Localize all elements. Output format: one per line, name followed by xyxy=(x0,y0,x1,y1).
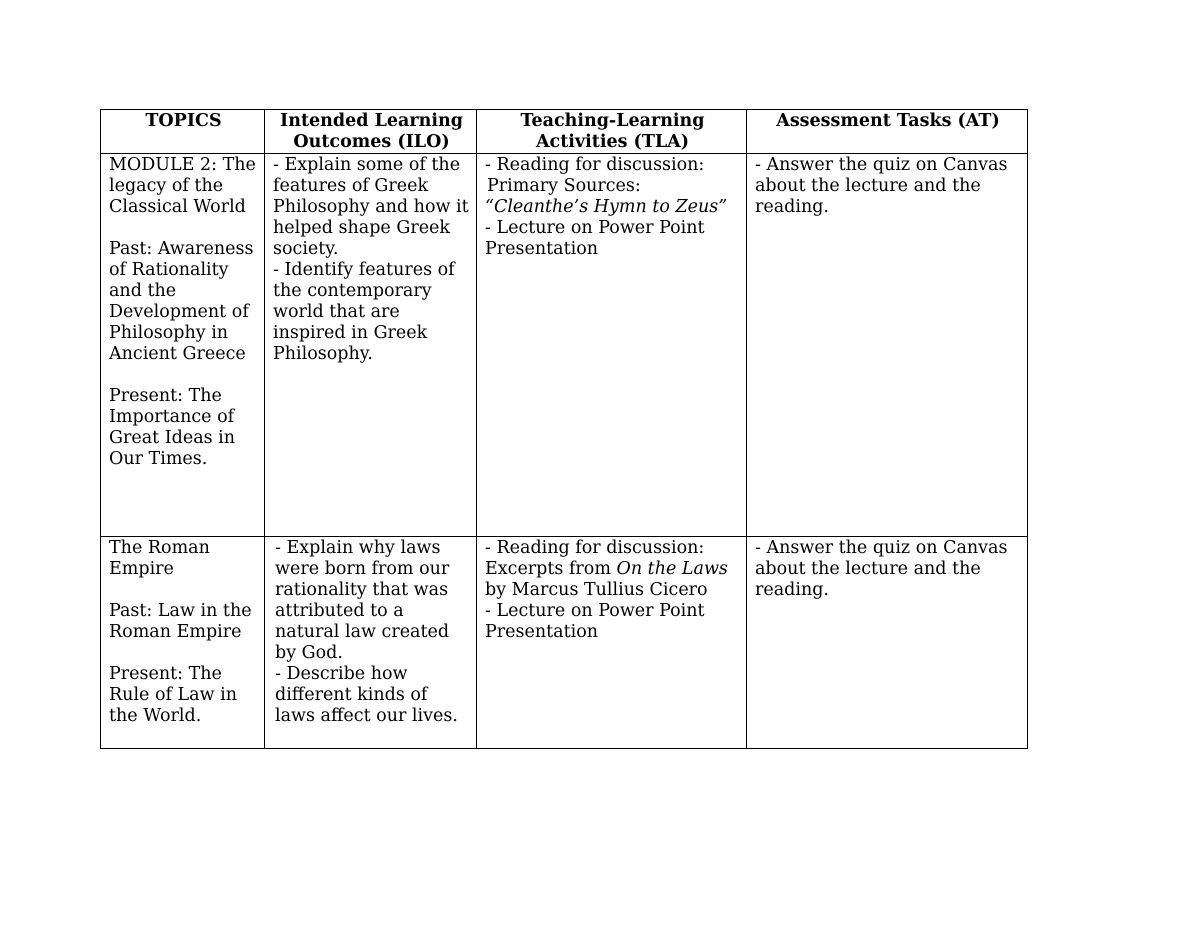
syllabus-table xyxy=(100,109,1028,749)
ilo-item: - Identify features of the contemporary world that are inspired in Greek Philosophy. xyxy=(273,260,455,364)
table-row xyxy=(101,537,1028,749)
tla-source-title: On the Laws xyxy=(616,559,728,579)
header-at: Assessment Tasks (AT) xyxy=(747,110,1028,154)
table-row xyxy=(101,154,1028,537)
ilo-cell xyxy=(265,154,477,537)
ilo-item: - Describe how different kinds of laws affect our lives. xyxy=(275,664,458,726)
topics-cell xyxy=(101,537,265,749)
tla-excerpt-suffix: by Marcus Tullius Cicero xyxy=(485,580,708,600)
tla-lecture: - Lecture on Power Point Presentation xyxy=(485,601,705,642)
tla-reading-label: - Reading for discussion: xyxy=(485,538,705,558)
tla-cell xyxy=(477,537,747,749)
topic-past: Past: Law in the Roman Empire xyxy=(109,601,252,642)
topics-cell xyxy=(101,154,265,537)
ilo-item: - Explain some of the features of Greek Philosophy and how it helped shape Greek society. xyxy=(273,155,469,259)
header-topics: TOPICS xyxy=(101,110,265,154)
topic-present: Present: The Rule of Law in the World. xyxy=(109,664,238,726)
ilo-cell xyxy=(265,537,477,749)
at-cell xyxy=(747,154,1028,537)
tla-sources-label: Primary Sources: xyxy=(487,176,641,196)
header-tla: Teaching-Learning Activities (TLA) xyxy=(477,110,747,154)
topic-past: Past: Awareness of Rationality and the Development of Philosophy in Ancient Greece xyxy=(109,239,254,364)
tla-lecture: - Lecture on Power Point Presentation xyxy=(485,218,705,259)
header-ilo: Intended Learning Outcomes (ILO) xyxy=(265,110,477,154)
at-item: - Answer the quiz on Canvas about the lecture and the reading. xyxy=(755,155,1008,217)
topic-title: MODULE 2: The legacy of the Classical World xyxy=(109,155,256,217)
tla-source-title: “Cleanthe’s Hymn to Zeus” xyxy=(485,197,728,217)
table-header-row xyxy=(101,110,1028,154)
tla-reading-label: - Reading for discussion: xyxy=(485,155,705,175)
at-cell xyxy=(747,537,1028,749)
topic-present: Present: The Importance of Great Ideas in Our Times. xyxy=(109,386,236,469)
at-item: - Answer the quiz on Canvas about the lecture and the reading. xyxy=(755,538,1008,600)
tla-cell xyxy=(477,154,747,537)
tla-excerpt-prefix: Excerpts from xyxy=(485,559,617,579)
topic-title: The Roman Empire xyxy=(109,538,210,579)
ilo-item: - Explain why laws were born from our rationality that was attributed to a natural law created by God. xyxy=(275,538,450,663)
